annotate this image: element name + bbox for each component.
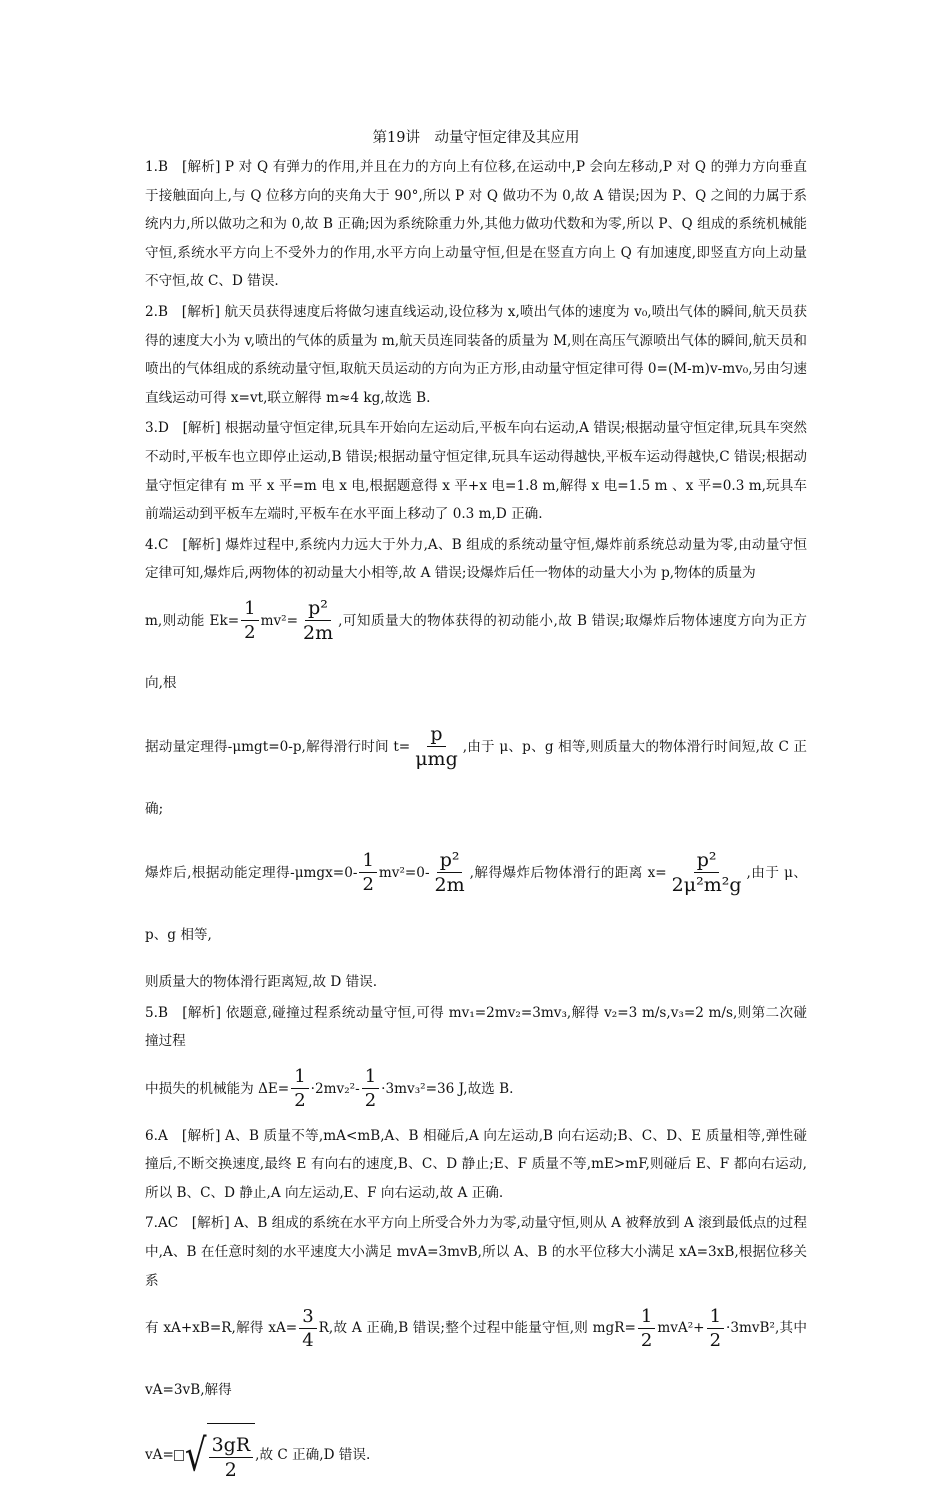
answer-7-text: 有 xA+xB=R,解得 xA= bbox=[145, 1320, 298, 1337]
fraction-half: $\frac{1}{2}$ bbox=[291, 1068, 308, 1110]
fraction-half: $\frac{1}{2}$ bbox=[362, 1068, 379, 1110]
answer-5-part-1: 5.B [解析] 依题意,碰撞过程系统动量守恒,可得 mv₁=2mv₂=3mv₃,解得 v₂=3 m/s,v₃=2 m/s,则第二次碰撞过程 bbox=[145, 1004, 807, 1050]
answer-3: 3.D [解析] 根据动量守恒定律,玩具车开始向左运动后,平板车向右运动,A 错误;根据动量守恒定律,玩具车突然不动时,平板车也立即停止运动,B 错误;根据动量守恒定律,玩具车运动得越快,平板车运动得越快,C 错误;根据动量守恒定律有 m 平 x 平=m 电 x 电,根据题意得 x 平+x 电=1.8 m,解得 x 电=1.5 m 、x 平=0.3 m,玩具车前端运动到平板车左端时,平板车在水平面上移动了 0.3 m,D 正确. bbox=[145, 420, 807, 523]
answer-4-text: ,由于 μ、p、g 相等,则质量大的物体滑行时间短,故 C 正确; bbox=[145, 738, 808, 817]
answer-2: 2.B [解析] 航天员获得速度后将做匀速直线运动,设位移为 x,喷出气体的速度为 v₀,喷出气体的瞬间,航天员获得的速度大小为 v,喷出的气体的质量为 m,航天员连同装备的质量为 M,则在高压气源喷出气体的瞬间,航天员和喷出的气体组成的系统动量守恒,取航天员运动的方向为正方形,由动量守恒定律可得 0=(M-m)v-mv₀,另由匀速直线运动可得 x=vt,联立解得 m≈4 kg,故选 B. bbox=[145, 303, 807, 406]
fraction-half: $\frac{1}{2}$ bbox=[241, 600, 258, 642]
answer-4-text: ,可知质量大的物体获得的初动能小,故 B 错误;取爆炸后物体速度方向为正方向,根 bbox=[145, 612, 807, 691]
answer-5-text: ·2mv₂²- bbox=[310, 1080, 360, 1097]
answer-7-part-3 bbox=[145, 1423, 807, 1488]
answer-6: 6.A [解析] A、B 质量不等,mA<mB,A、B 相碰后,A 向左运动,B 向右运动;B、C、D、E 质量相等,弹性碰撞后,不断交换速度,最终 E 有向右的速度,B、C、D 静止;E、F 质量不等,mE>mF,则碰后 E、F 都向右运动,所以 B、C、D 静止,A 向左运动,E、F 向右运动,故 A 正确. bbox=[145, 1127, 807, 1201]
answer-5-part-2 bbox=[145, 1058, 807, 1120]
page-title: 第19讲 动量守恒定律及其应用 bbox=[372, 130, 580, 146]
answer-7-text: vA= bbox=[145, 1447, 174, 1464]
answer-4-text: 据动量定理得-μmgt=0-p,解得滑行时间 t= bbox=[145, 738, 411, 755]
answer-1: 1.B [解析] P 对 Q 有弹力的作用,并且在力的方向上有位移,在运动中,P 会向左移动,P 对 Q 的弹力方向垂直于接触面向上,与 Q 位移方向的夹角大于 90°,所以 P 对 Q 做功不为 0,故 A 错误;因为 P、Q 之间的力属于系统内力,所以做功之和为 0,故 B 正确;因为系统除重力外,其他力做功代数和为零,所以 P、Q 组成的系统机械能守恒,系统水平方向上不受外力的作用,水平方向上动量守恒,但是在竖直方向上 Q 有加速度,即竖直方向上动量不守恒,故 C、D 错误. bbox=[145, 159, 807, 290]
radical-sign-icon: √ bbox=[184, 1429, 207, 1482]
answer-4-text: ,解得爆炸后物体滑行的距离 x= bbox=[469, 864, 667, 881]
square-root-expression bbox=[185, 1423, 255, 1488]
answer-4-part-5: 则质量大的物体滑行距离短,故 D 错误. bbox=[145, 973, 378, 990]
fraction-half: $\frac{1}{2}$ bbox=[638, 1308, 655, 1350]
answer-4-part-3 bbox=[145, 716, 807, 840]
answer-7-text: mvA²+ bbox=[657, 1320, 705, 1337]
answer-4-part-4 bbox=[145, 842, 807, 966]
fraction-p2-over-2m: $\frac{\text{p²}}{2m}$ bbox=[434, 849, 465, 897]
document-page bbox=[145, 126, 807, 1490]
fraction-sliding-distance: $\frac{\text{p²}}{\text{2μ²m²g}}$ bbox=[671, 849, 742, 897]
answer-7-part-2 bbox=[145, 1297, 807, 1421]
answer-7-part-1: 7.AC [解析] A、B 组成的系统在水平方向上所受合外力为零,动量守恒,则从 A 被释放到 A 滚到最低点的过程中,A、B 在任意时刻的水平速度大小满足 mvA=3mvB,所以 A、B 的水平位移大小满足 xA=3xB,根据位移关系 bbox=[145, 1215, 807, 1289]
answer-4-part-2: m,则动能 Ek= $\frac{1}{2}$ mv²= $\frac{\text{p²}}{2m}$ ,可知质量大的物体获得的初动能小,故 B 错误;取爆炸后物体速度方向为正方向,根 bbox=[145, 597, 807, 691]
answer-5-text: ·3mv₃²=36 J,故选 B. bbox=[381, 1080, 514, 1097]
fraction-three-quarters: $\frac{3}{4}$ bbox=[299, 1308, 316, 1350]
placeholder-box-icon bbox=[174, 1450, 184, 1461]
answer-7-text: ·3mvB²,其中 vA=3vB,解得 bbox=[145, 1320, 807, 1399]
answer-7-text: ,故 C 正确,D 错误. bbox=[255, 1447, 371, 1464]
fraction-half: $\frac{1}{2}$ bbox=[707, 1308, 724, 1350]
answer-7-text: R,故 A 正确,B 错误;整个过程中能量守恒,则 mgR= bbox=[318, 1320, 636, 1337]
answer-4-text: m,则动能 Ek= bbox=[145, 612, 240, 629]
answer-4-text: 爆炸后,根据动能定理得-μmgx=0- bbox=[145, 864, 358, 881]
fraction-p2-over-2m: $\frac{\text{p²}}{2m}$ bbox=[302, 597, 334, 645]
answer-4-text: ,由于 μ、p、g 相等, bbox=[145, 864, 807, 943]
fraction-3gR-over-2: $\frac{3gR}{2}$ bbox=[209, 1436, 254, 1480]
answer-4-text: mv²=0- bbox=[378, 864, 430, 881]
answer-4-part-1: 4.C [解析] 爆炸过程中,系统内力远大于外力,A、B 组成的系统动量守恒,爆炸前系统总动量为零,由动量守恒定律可知,爆炸后,两物体的初动量大小相等,故 A 错误;设爆炸后任一物体的动量大小为 p,物体的质量为 bbox=[145, 536, 807, 582]
fraction-p-over-mug: $\frac{p}{\text{μmg}}$ bbox=[415, 723, 458, 771]
fraction-half: $\frac{1}{2}$ bbox=[359, 852, 376, 894]
answer-5-text: 中损失的机械能为 ΔE= bbox=[145, 1080, 290, 1097]
